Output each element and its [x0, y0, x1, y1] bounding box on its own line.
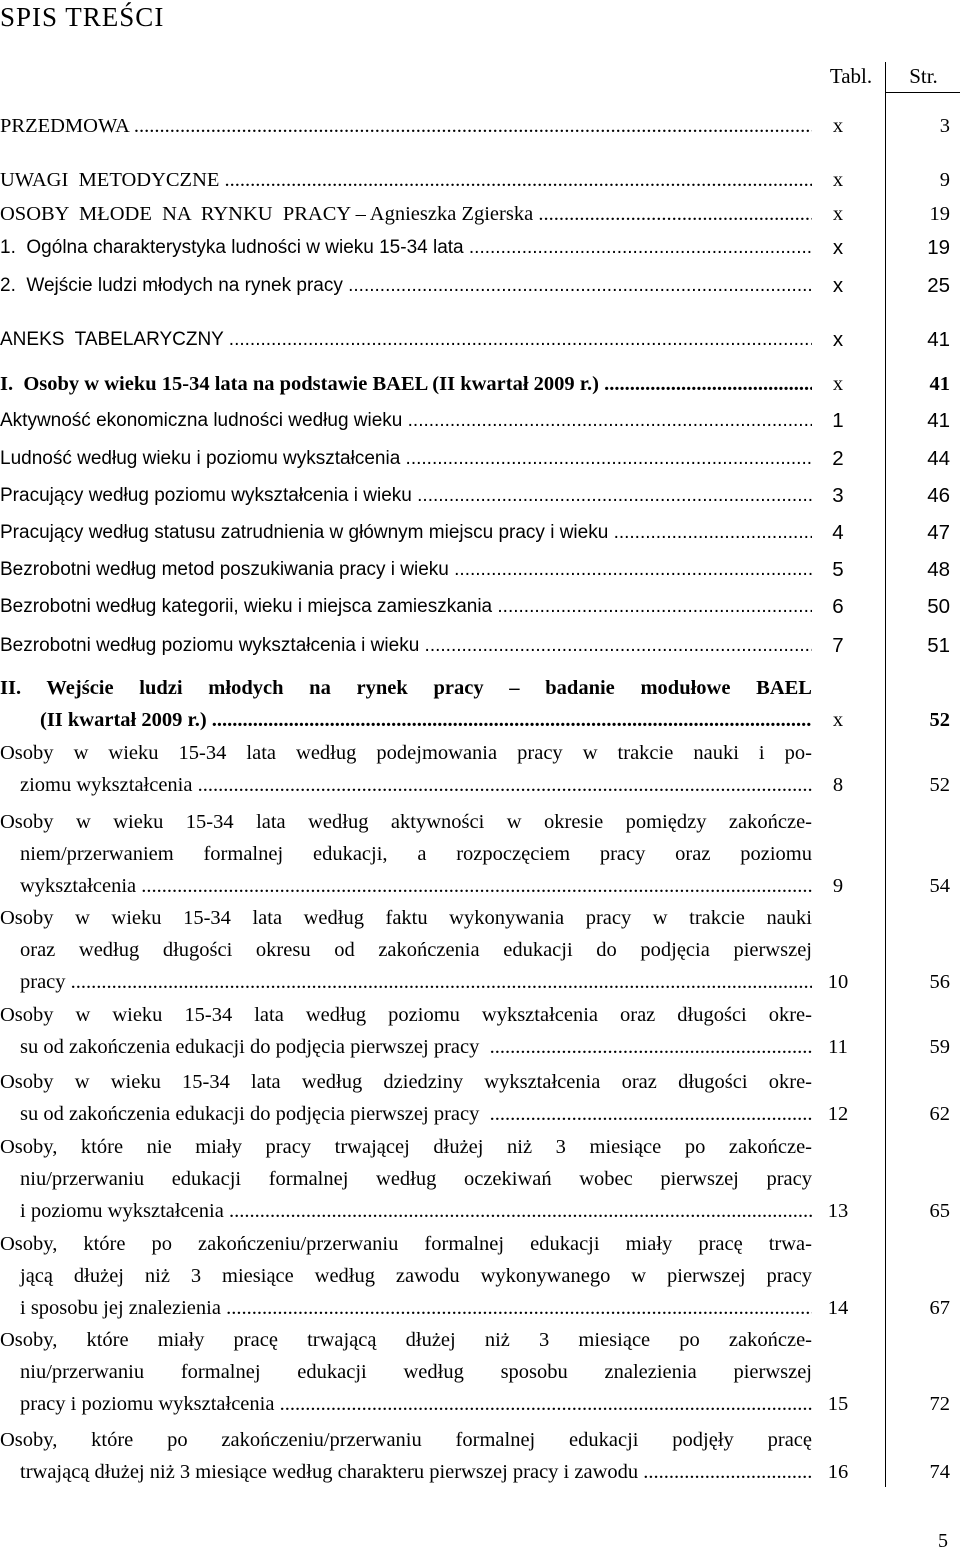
toc-entry-title	[0, 232, 812, 264]
leader-dots	[538, 198, 812, 230]
toc-entry-line: 2. Wejście ludzi młodych na rynek pracy	[0, 275, 349, 296]
table-number: 6	[832, 595, 844, 618]
toc-entry-title	[0, 902, 812, 998]
toc-entry[interactable]	[0, 443, 960, 475]
toc-entry-line: Osoby w wieku 15-34 lata według aktywności w okresie pomiędzy zakończe-	[0, 811, 812, 833]
toc-entry-title	[0, 164, 812, 196]
toc-entry-line: Osoby w wieku 15-34 lata według poziomu wykształcenia oraz długości okre-	[0, 1004, 812, 1026]
toc-entry-line: ANEKS TABELARYCZNY	[0, 329, 229, 350]
toc-entry-line: Osoby w wieku 15-34 lata według dziedziny wykształcenia oraz długości okre-	[0, 1071, 812, 1093]
page-ref: 56	[929, 971, 950, 993]
page-ref: 48	[927, 558, 950, 581]
toc-entry[interactable]	[0, 999, 960, 1063]
toc-entry-title	[0, 1424, 812, 1488]
page-ref: 67	[929, 1297, 950, 1319]
toc-entry-line: (II kwartał 2009 r.)	[40, 709, 212, 731]
table-number: x	[832, 115, 844, 137]
toc-entry-line: Bezrobotni według kategorii, wieku i miejsca zamieszkania	[0, 596, 498, 617]
leader-dots	[71, 966, 812, 998]
toc-entry[interactable]	[0, 806, 960, 902]
toc-entry-title	[0, 806, 812, 902]
page-ref: 51	[927, 634, 950, 657]
toc-entry-title	[0, 198, 812, 230]
leader-dots	[425, 630, 812, 662]
toc-entry-line: su od zakończenia edukacji do podjęcia pierwszej pracy	[20, 1103, 490, 1125]
toc-entry-title	[0, 405, 812, 437]
table-number: x	[832, 169, 844, 191]
toc-entry-title	[0, 324, 812, 356]
toc-entry[interactable]	[0, 324, 960, 356]
toc-entry-title	[0, 737, 812, 801]
toc-entry[interactable]	[0, 902, 960, 998]
toc-entry-line: Osoby, które miały pracę trwającą dłużej niż 3 miesiące po zakończe-	[0, 1329, 812, 1351]
page-ref: 19	[927, 236, 950, 259]
page-ref: 41	[929, 373, 950, 395]
table-number: x	[832, 274, 844, 297]
toc-entry-line: PRZEDMOWA	[0, 115, 134, 137]
toc-entry-line: i sposobu jej znalezienia	[20, 1297, 227, 1319]
column-header-tabl: Tabl.	[829, 64, 873, 88]
toc-entry-title	[0, 1324, 812, 1420]
toc-entry-line: oraz według długości okresu od zakończenia edukacji do podjęcia pierwszej	[20, 939, 812, 961]
toc-entry[interactable]	[0, 1066, 960, 1130]
page-ref: 41	[927, 328, 950, 351]
toc-entry-title	[0, 554, 812, 586]
toc-entry-line: Osoby, które po zakończeniu/przerwaniu formalnej edukacji podjęły pracę	[0, 1429, 812, 1451]
toc-entry[interactable]	[0, 198, 960, 230]
toc-entry-line: ziomu wykształcenia	[20, 774, 198, 796]
toc-entry-line: II. Wejście ludzi młodych na rynek pracy – badanie modułowe BAEL	[0, 677, 812, 699]
page-ref: 54	[929, 875, 950, 897]
table-number: 4	[832, 521, 844, 544]
page-ref: 41	[927, 409, 950, 432]
leader-dots	[490, 1031, 812, 1063]
toc-entry-title	[0, 1228, 812, 1324]
leader-dots	[134, 110, 812, 142]
toc-entry-title	[0, 270, 812, 302]
toc-entry[interactable]	[0, 630, 960, 662]
page-ref: 50	[927, 595, 950, 618]
toc-entry[interactable]	[0, 517, 960, 549]
table-number: 14	[827, 1297, 849, 1319]
leader-dots	[226, 1292, 812, 1324]
toc-entry[interactable]	[0, 1424, 960, 1488]
toc-entry-line: pracy i poziomu wykształcenia	[20, 1393, 280, 1415]
table-number: 2	[832, 447, 844, 470]
table-number: x	[832, 373, 844, 395]
table-number: 7	[832, 634, 844, 657]
page-number: 5	[938, 1530, 948, 1552]
toc-entry-title	[0, 672, 812, 736]
page-ref: 44	[927, 447, 950, 470]
toc-entry[interactable]	[0, 1228, 960, 1324]
leader-dots	[229, 324, 812, 356]
table-number: 1	[832, 409, 844, 432]
toc-entry-title	[0, 480, 812, 512]
toc-entry-line: niem/przerwaniem formalnej edukacji, a rozpoczęciem pracy oraz poziomu	[20, 843, 812, 865]
page-ref: 3	[939, 115, 950, 137]
toc-entry[interactable]	[0, 591, 960, 623]
toc-entry[interactable]	[0, 737, 960, 801]
leader-dots	[225, 164, 812, 196]
page-ref: 74	[929, 1461, 950, 1483]
page-ref: 72	[929, 1393, 950, 1415]
toc-entry-line: Osoby w wieku 15-34 lata według podejmowania pracy w trakcie nauki i po-	[0, 742, 812, 764]
column-header-str: Str.	[909, 64, 938, 88]
leader-dots	[454, 554, 812, 586]
page-ref: 9	[939, 169, 950, 191]
leader-dots	[497, 591, 812, 623]
toc-entry-title	[0, 517, 812, 549]
toc-entry-line: jącą dłużej niż 3 miesiące według zawodu wykonywanego w pierwszej pracy	[20, 1265, 812, 1287]
leader-dots	[469, 232, 812, 264]
page-ref: 62	[929, 1103, 950, 1125]
toc-entry[interactable]	[0, 554, 960, 586]
toc-entry[interactable]	[0, 405, 960, 437]
toc-entry[interactable]	[0, 1324, 960, 1420]
toc-entry-line: Pracujący według poziomu wykształcenia i wieku	[0, 485, 418, 506]
table-number: 9	[832, 875, 844, 897]
leader-dots	[490, 1098, 812, 1130]
page-ref: 47	[927, 521, 950, 544]
toc-entry[interactable]	[0, 110, 960, 142]
table-number: x	[832, 236, 844, 259]
page-title: SPIS TREŚCI	[0, 2, 165, 32]
page-ref: 19	[929, 203, 950, 225]
leader-dots	[604, 368, 812, 400]
toc-entry-line: pracy	[20, 971, 71, 993]
page-ref: 25	[927, 274, 950, 297]
table-number: 13	[827, 1200, 849, 1222]
toc-entry-line: Bezrobotni według metod poszukiwania pracy i wieku	[0, 559, 455, 580]
toc-entry-line: Osoby, które po zakończeniu/przerwaniu formalnej edukacji miały pracę trwa-	[0, 1233, 812, 1255]
header-underline	[886, 92, 960, 93]
toc-entry[interactable]	[0, 1131, 960, 1227]
toc-entry-title	[0, 443, 812, 475]
leader-dots	[229, 1195, 812, 1227]
table-number: 16	[827, 1461, 849, 1483]
toc-entry[interactable]	[0, 368, 960, 400]
toc-entry[interactable]	[0, 164, 960, 196]
table-number: 10	[827, 971, 849, 993]
table-number: x	[832, 709, 844, 731]
page-ref: 46	[927, 484, 950, 507]
page-ref: 59	[929, 1036, 950, 1058]
toc-entry-line: 1. Ogólna charakterystyka ludności w wieku 15-34 lata	[0, 237, 469, 258]
toc-entry-line: i poziomu wykształcenia	[20, 1200, 229, 1222]
toc-entry[interactable]	[0, 270, 960, 302]
toc-entry-line: UWAGI METODYCZNE	[0, 169, 225, 191]
leader-dots	[643, 1456, 812, 1488]
toc-entry-line: su od zakończenia edukacji do podjęcia pierwszej pracy	[20, 1036, 490, 1058]
page-ref: 52	[929, 709, 950, 731]
toc-entry[interactable]	[0, 232, 960, 264]
table-number: 15	[827, 1393, 849, 1415]
toc-entry-line: niu/przerwaniu edukacji formalnej według oczekiwań wobec pierwszej pracy	[20, 1168, 812, 1190]
toc-entry-line: I. Osoby w wieku 15-34 lata na podstawie BAEL (II kwartał 2009 r.)	[0, 373, 605, 395]
table-number: 5	[832, 558, 844, 581]
leader-dots	[408, 405, 812, 437]
leader-dots	[406, 443, 812, 475]
toc-entry-title	[0, 1066, 812, 1130]
table-number: 11	[828, 1036, 848, 1058]
toc-entry-line: Pracujący według statusu zatrudnienia w głównym miejscu pracy i wieku	[0, 522, 614, 543]
leader-dots	[417, 480, 812, 512]
toc-entry-line: Ludność według wieku i poziomu wykształcenia	[0, 448, 406, 469]
toc-entry-line: Bezrobotni według poziomu wykształcenia i wieku	[0, 635, 425, 656]
table-number: x	[832, 328, 844, 351]
toc-entry-title	[0, 999, 812, 1063]
leader-dots	[141, 870, 812, 902]
toc-entry-title	[0, 591, 812, 623]
table-number: x	[832, 203, 844, 225]
toc-entry-line: Osoby w wieku 15-34 lata według faktu wykonywania pracy w trakcie nauki	[0, 907, 812, 929]
table-number: 8	[832, 774, 844, 796]
table-number: 12	[827, 1103, 849, 1125]
leader-dots	[212, 704, 812, 736]
toc-entry-title	[0, 630, 812, 662]
page-ref: 52	[929, 774, 950, 796]
toc-entry[interactable]	[0, 672, 960, 736]
leader-dots	[280, 1388, 812, 1420]
leader-dots	[348, 270, 812, 302]
toc-entry-line: niu/przerwaniu formalnej edukacji według sposobu znalezienia pierwszej	[20, 1361, 812, 1383]
toc-entry-title	[0, 1131, 812, 1227]
toc-entry-line: wykształcenia	[20, 875, 142, 897]
toc-entry-title	[0, 368, 812, 400]
toc-entry-line: trwającą dłużej niż 3 miesiące według charakteru pierwszej pracy i zawodu	[20, 1461, 644, 1483]
toc-entry-line: Osoby, które nie miały pracy trwającej dłużej niż 3 miesiące po zakończe-	[0, 1136, 812, 1158]
page-ref: 65	[929, 1200, 950, 1222]
toc-entry-title	[0, 110, 812, 142]
leader-dots	[198, 769, 812, 801]
table-number: 3	[832, 484, 844, 507]
leader-dots	[614, 517, 812, 549]
toc-entry-line: Aktywność ekonomiczna ludności według wieku	[0, 410, 408, 431]
toc-entry-line: OSOBY MŁODE NA RYNKU PRACY – Agnieszka Zgierska	[0, 203, 539, 225]
toc-entry[interactable]	[0, 480, 960, 512]
